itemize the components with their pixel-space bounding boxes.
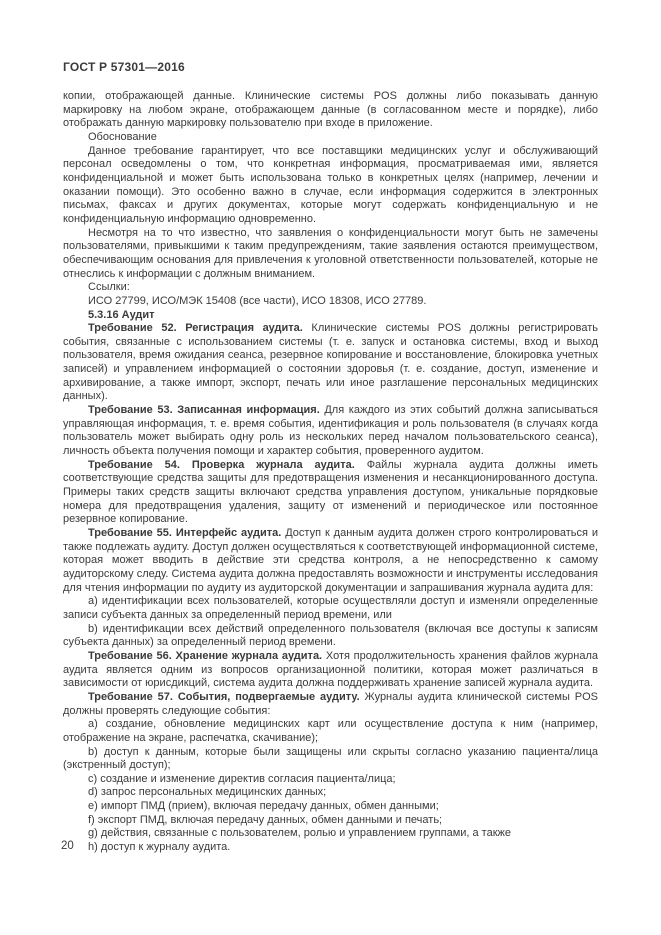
paragraph: Требование 53. Записанная информация. Для каждого из этих событий должна записываться управляющая информация, т. е. время события, идентификация и роль пользователя (в случаях когда пользователь может выбирать одну роль из нескольких перед началом пользовательского сеанса), личность объекта получения помощи и характер события, проверенного аудитом. <box>63 404 598 458</box>
list-item: h) доступ к журналу аудита. <box>88 841 231 854</box>
list-item: d) запрос персональных медицинских данных; <box>88 786 327 799</box>
list-item: b) доступ к данным, которые были защищены или скрыты согласно указанию пациента/лица (экстренный доступ); <box>63 745 598 772</box>
section-heading: 5.3.16 Аудит <box>88 308 155 321</box>
paragraph: Требование 57. События, подвергаемые аудиту. Журналы аудита клинической системы POS должны проверять следующие события: <box>63 690 598 717</box>
list-item: a) идентификации всех пользователей, которые осуществляли доступ и изменяли определенные записи субъекта данных за определенный период времени, или <box>63 595 598 621</box>
requirement-title: Требование 55. Интерфейс аудита. <box>88 527 286 539</box>
list-item: g) действия, связанные с пользователем, ролью и управлением группами, а также <box>88 827 512 840</box>
paragraph-label: Ссылки: <box>88 281 130 294</box>
list-item: c) создание и изменение директив согласия пациента/лица; <box>88 772 396 785</box>
list-item: b) идентификации всех действий определенного пользователя (включая все доступы к записям субъекта данных) за определенный период времени. <box>63 622 598 649</box>
paragraph-label: Обоснование <box>88 130 157 143</box>
list-item: a) создание, обновление медицинских карт или осуществление доступа к ним (например, отображение на экране, распечатка, скачивание); <box>63 718 598 744</box>
list-item: e) импорт ПМД (прием), включая передачу данных, обмен данными; <box>88 800 439 813</box>
requirement-title: Требование 56. Хранение журнала аудита. <box>88 649 326 662</box>
requirement-title: Требование 54. Проверка журнала аудита. <box>88 458 367 471</box>
paragraph: Требование 52. Регистрация аудита. Клинические системы POS должны регистрировать события, связанные с использованием системы (т. е. запуск и остановка системы, вход и выход пользователя, время ожидания сеанса, резервное копирование и восстановление, блокировка учетных записей) и управлением информацией о состоянии здоровья (т. е. создание, доступ, изменение и архивирование, а также импорт, экспорт, печать или иное разглашение персональных медицинских данных). <box>63 322 599 403</box>
paragraph: Требование 56. Хранение журнала аудита. Хотя продолжительность хранения файлов журнала аудита является одним из вопросов организационной политики, которая может различаться в зависимости от юрисдикций, система аудита должна поддерживать хранение записей журнала аудита. <box>63 649 598 690</box>
paragraph: копии, отображающей данные. Клинические системы POS должны либо показывать данную маркировку на любом экране, отображающем данные (в согласованном месте и порядке), либо отображать данную маркировку пользователю при входе в приложение. <box>63 90 598 130</box>
paragraph: Требование 55. Интерфейс аудита. Доступ к данным аудита должен строго контролироваться и также подлежать аудиту. Доступ должен осуществляться к соответствующей информационной системе, которая может вводить в действие эти средства контроля, а не непосредственно к самому аудиторскому следу. Система аудита должна предоставлять возможности и инструменты исследования для чтения информации по аудиту из аудиторской документации и запрашивания журнала аудита для: <box>63 527 598 594</box>
document-header: ГОСТ Р 57301—2016 <box>63 60 185 74</box>
reference-line: ИСО 27799, ИСО/МЭК 15408 (все части), ИСО 18308, ИСО 27789. <box>88 294 427 307</box>
paragraph: Требование 54. Проверка журнала аудита. Файлы журнала аудита должны иметь соответствующие средства защиты для предотвращения изменения и несанкционированного доступа. Примеры таких средств защиты включают средства управления доступом, уникальные порядковые номера для предотвращения удаления, защиту от изменений и периодическое или постоянное резервное копирование. <box>63 458 599 526</box>
paragraph: Несмотря на то что известно, что заявления о конфиденциальности могут быть не замечены пользователями, привыкшими к таким предупреждениям, такие заявления остаются преимуществом, обеспечивающим основания для привлечения к уголовной ответственности пользователей, которые не отнеслись к информации с должным вниманием. <box>63 226 598 280</box>
page-number: 20 <box>61 840 74 852</box>
document-content <box>63 90 598 855</box>
requirement-title: Требование 57. События, подвергаемые аудиту. <box>88 690 365 703</box>
requirement-title: Требование 52. Регистрация аудита. <box>88 322 312 335</box>
paragraph: Данное требование гарантирует, что все поставщики медицинских услуг и обслуживающий персонал осведомлены о том, что конкретная информация, просматриваемая ими, является конфиденциальной и может быть использована только в конкретных целях (например, лечении и оказании помощи). Это особенно важно в случае, если информация содержится в электронных письмах, факсах и других документах, которые могут содержать конфиденциальную и не конфиденциальную информацию одновременно. <box>63 144 598 225</box>
list-item: f) экспорт ПМД, включая передачу данных, обмен данными и печать; <box>88 813 443 826</box>
requirement-title: Требование 53. Записанная информация. <box>88 404 325 417</box>
